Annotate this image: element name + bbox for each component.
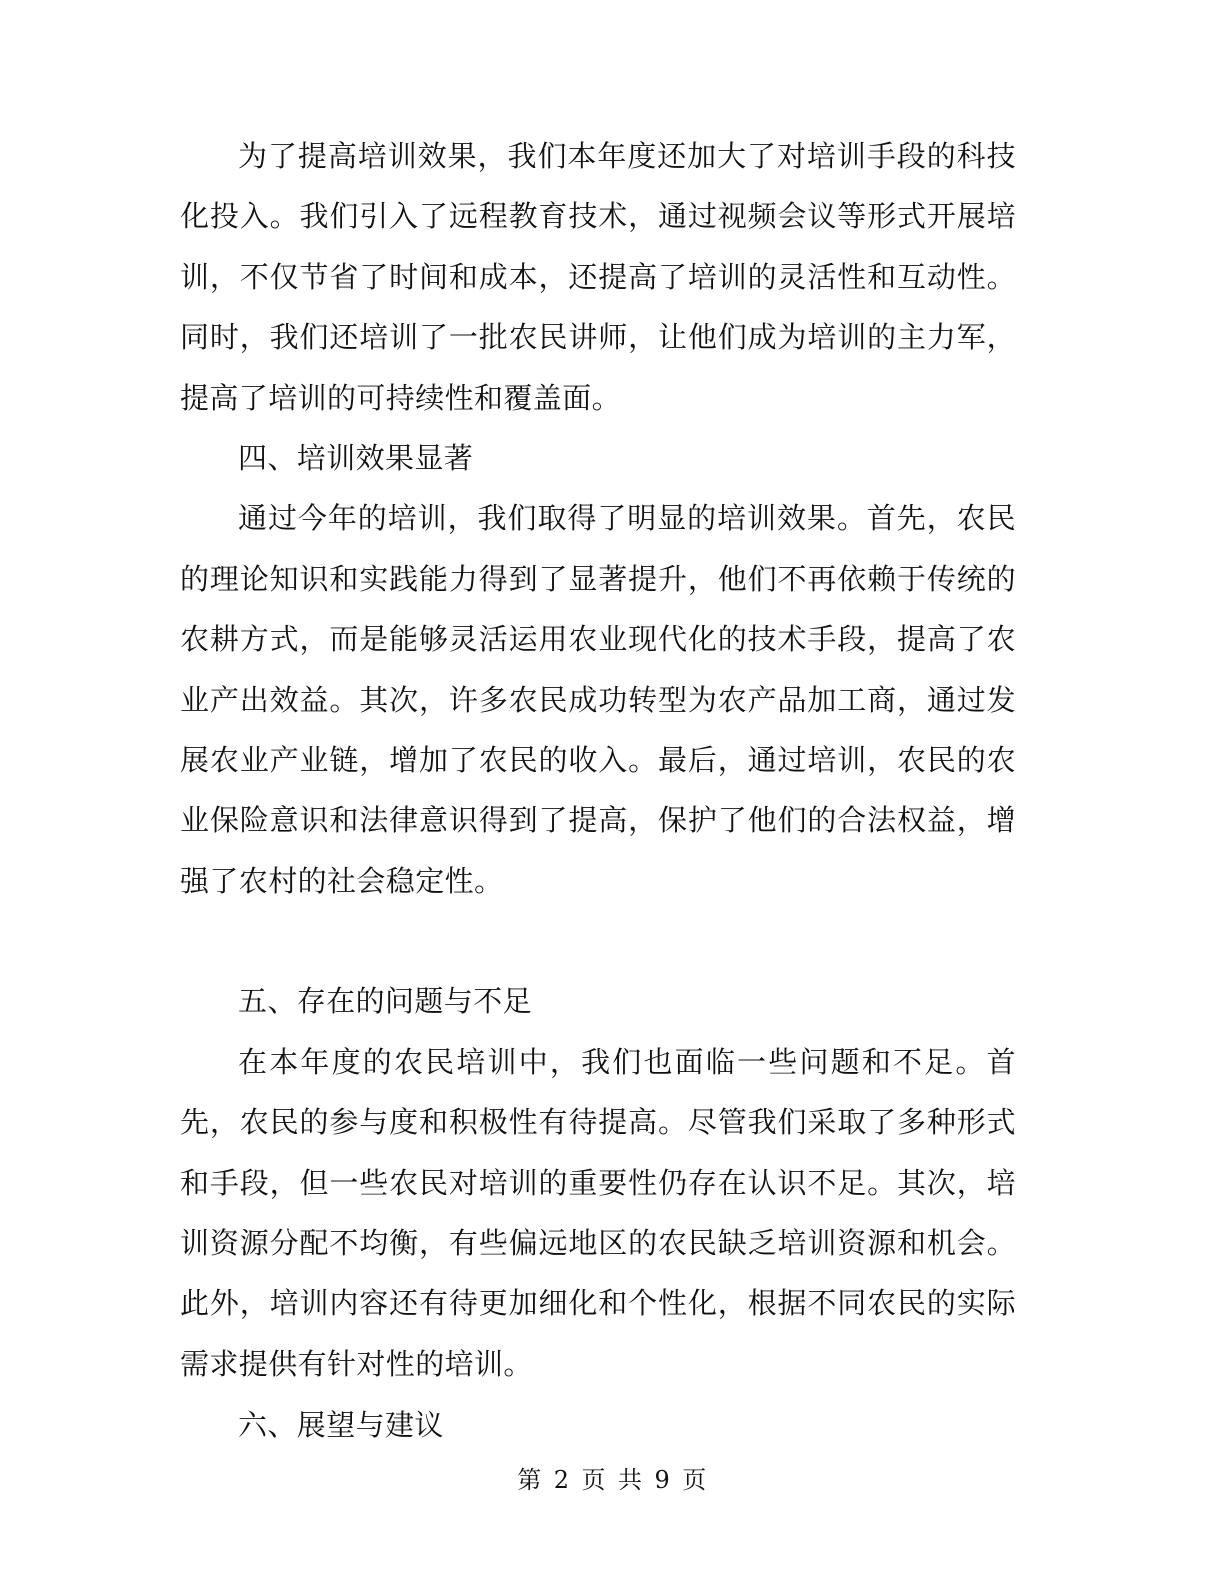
paragraph-problems: 在本年度的农民培训中，我们也面临一些问题和不足。首先，农民的参与度和积极性有待提高。尽管我们采取了多种形式和手段，但一些农民对培训的重要性仍存在认识不足。其次，培训资源分配不均衡，有些偏远地区的农民缺乏培训资源和机会。此外，培训内容还有待更加细化和个性化，根据不同农民的实际需求提供有针对性的培训。 <box>180 1044 1016 1381</box>
footer-total-word: 共 <box>618 1466 643 1494</box>
footer-total-pages: 9 <box>654 1466 671 1494</box>
footer-prefix: 第 <box>517 1466 542 1494</box>
footer-current-page: 2 <box>553 1466 570 1494</box>
footer-page-word: 页 <box>581 1466 606 1494</box>
paragraph-training-methods: 为了提高培训效果，我们本年度还加大了对培训手段的科技化投入。我们引入了远程教育技术，通过视频会议等形式开展培训，不仅节省了时间和成本，还提高了培训的灵活性和互动性。同时，我们还培训了一批农民讲师，让他们成为培训的主力军，提高了培训的可持续性和覆盖面。 <box>180 139 1016 415</box>
section-heading-problems: 五、存在的问题与不足 <box>238 984 533 1019</box>
document-body <box>180 126 1016 1455</box>
footer-suffix: 页 <box>682 1466 707 1494</box>
section-heading-outlook: 六、展望与建议 <box>238 1407 444 1442</box>
paragraph-training-results: 通过今年的培训，我们取得了明显的培训效果。首先，农民的理论知识和实践能力得到了显著提升，他们不再依赖于传统的农耕方式，而是能够灵活运用农业现代化的技术手段，提高了农业产出效益。其次，许多农民成功转型为农产品加工商，通过发展农业产业链，增加了农民的收入。最后，通过培训，农民的农业保险意识和法律意识得到了提高，保护了他们的合法权益，增强了农村的社会稳定性。 <box>180 501 1016 898</box>
section-heading-results: 四、培训效果显著 <box>238 441 474 475</box>
page-footer <box>0 1466 1224 1494</box>
